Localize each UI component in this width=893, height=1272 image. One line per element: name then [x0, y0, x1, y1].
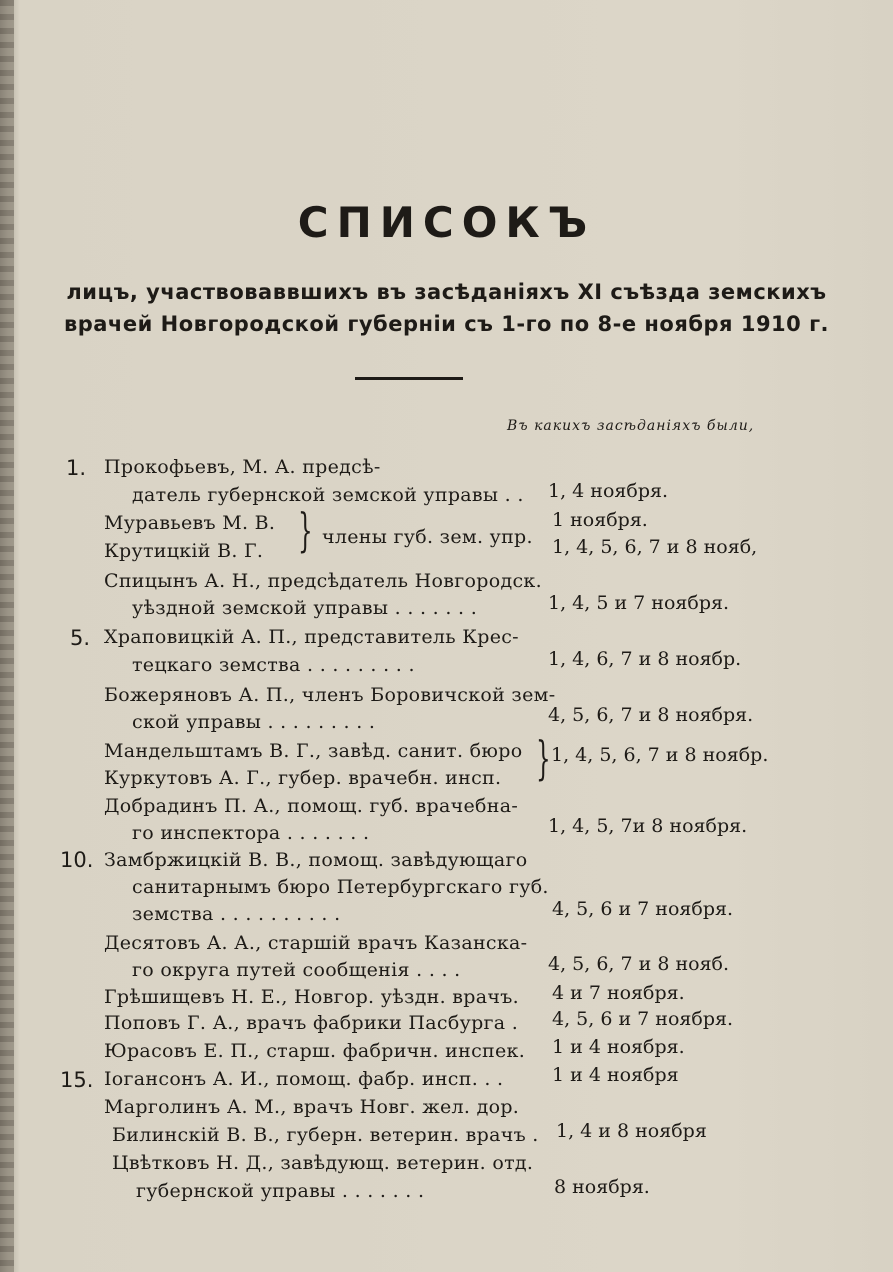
entry-dates: 4, 5, 6 и 7 ноября.: [552, 1008, 734, 1030]
document-title: СПИСОКЪ: [297, 198, 596, 247]
entry-name: Божеряновъ А. П., членъ Боровичской зем-: [104, 684, 556, 706]
entry-description: земства . . . . . . . . . .: [132, 903, 341, 925]
entry-dates: 4, 5, 6 и 7 ноября.: [552, 898, 734, 920]
entry-name: Десятовъ А. А., старшій врачъ Казанска-: [104, 932, 528, 954]
title-divider: [355, 377, 463, 380]
entry-dates: 1, 4, 6, 7 и 8 ноябр.: [548, 648, 742, 670]
entry-dates: 4, 5, 6, 7 и 8 ноября.: [548, 704, 754, 726]
entry-name: Іогансонъ А. И., помощ. фабр. инсп. . .: [104, 1068, 504, 1090]
entry-name: Цвѣтковъ Н. Д., завѣдующ. ветерин. отд.: [112, 1152, 534, 1174]
entry-description: санитарнымъ бюро Петербургскаго губ.: [132, 876, 549, 898]
group-brace: }: [536, 731, 551, 785]
entry-description: го инспектора . . . . . . .: [132, 822, 370, 844]
entry-dates: 1 и 4 ноября: [552, 1064, 679, 1086]
entry-name: Билинскій В. В., губерн. ветерин. врачъ .: [112, 1124, 539, 1146]
entry-name: Прокофьевъ, М. А. предсѣ-: [104, 456, 381, 478]
entry-number: 10.: [60, 848, 94, 872]
subtitle-line-2: врачей Новгородской губерніи съ 1-го по 8-е ноября 1910 г.: [63, 312, 830, 336]
entry-dates: 4, 5, 6, 7 и 8 нояб.: [548, 953, 730, 975]
entry-name: Крутицкій В. Г.: [104, 540, 264, 562]
column-header: Въ какихъ засѣданіяхъ были,: [507, 418, 755, 434]
entry-name: Поповъ Г. А., врачъ фабрики Пасбурга .: [104, 1012, 519, 1034]
entry-description: уѣздной земской управы . . . . . . .: [132, 597, 478, 619]
entry-name: Добрадинъ П. А., помощ. губ. врачебна-: [104, 795, 519, 817]
entry-name: Муравьевъ М. В.: [104, 512, 276, 534]
entry-dates: 8 ноября.: [554, 1176, 650, 1198]
entry-name: Мандельштамъ В. Г., завѣд. санит. бюро: [104, 740, 523, 762]
entry-description: губернской управы . . . . . . .: [136, 1180, 425, 1202]
page-spine-shadow: [0, 0, 14, 1272]
entry-name: Замбржицкій В. В., помощ. завѣдующаго: [104, 849, 528, 871]
entry-number: 5.: [70, 626, 91, 650]
entry-name: Спицынъ А. Н., предсѣдатель Новгородск.: [104, 570, 542, 592]
entry-name: Марголинъ А. М., врачъ Новг. жел. дор.: [104, 1096, 520, 1118]
entry-dates: 1 и 4 ноября.: [552, 1036, 685, 1058]
entry-description: датель губернской земской управы . .: [132, 484, 524, 506]
entry-dates: 1 ноября.: [552, 509, 648, 531]
entry-dates: 1, 4, 5 и 7 ноября.: [548, 592, 730, 614]
group-label: члены губ. зем. упр.: [322, 526, 533, 548]
entry-dates: 1, 4, 5, 7и 8 ноября.: [548, 815, 748, 837]
entry-number: 15.: [60, 1068, 94, 1092]
group-dates: 1, 4, 5, 6, 7 и 8 ноябр.: [551, 744, 769, 766]
group-brace: }: [298, 503, 313, 557]
entry-description: тецкаго земства . . . . . . . . .: [132, 654, 415, 676]
entry-number: 1.: [66, 456, 87, 480]
entry-dates: 1, 4 ноября.: [548, 480, 669, 502]
entry-dates: 1, 4 и 8 ноября: [556, 1120, 707, 1142]
entry-description: го округа путей сообщенія . . . .: [132, 959, 461, 981]
entry-dates: 4 и 7 ноября.: [552, 982, 685, 1004]
subtitle-line-1: лицъ, участвоваввшихъ въ засѣданіяхъ XI съѣзда земскихъ: [66, 280, 827, 304]
entry-description: ской управы . . . . . . . . .: [132, 711, 376, 733]
entry-name: Грѣшищевъ Н. Е., Новгор. уѣздн. врачъ.: [104, 986, 519, 1008]
entry-name: Храповицкій А. П., представитель Крес-: [104, 626, 519, 648]
entry-name: Куркутовъ А. Г., губер. врачебн. инсп.: [104, 767, 502, 789]
entry-name: Юрасовъ Е. П., старш. фабричн. инспек.: [104, 1040, 526, 1062]
entry-dates: 1, 4, 5, 6, 7 и 8 нояб,: [552, 536, 758, 558]
